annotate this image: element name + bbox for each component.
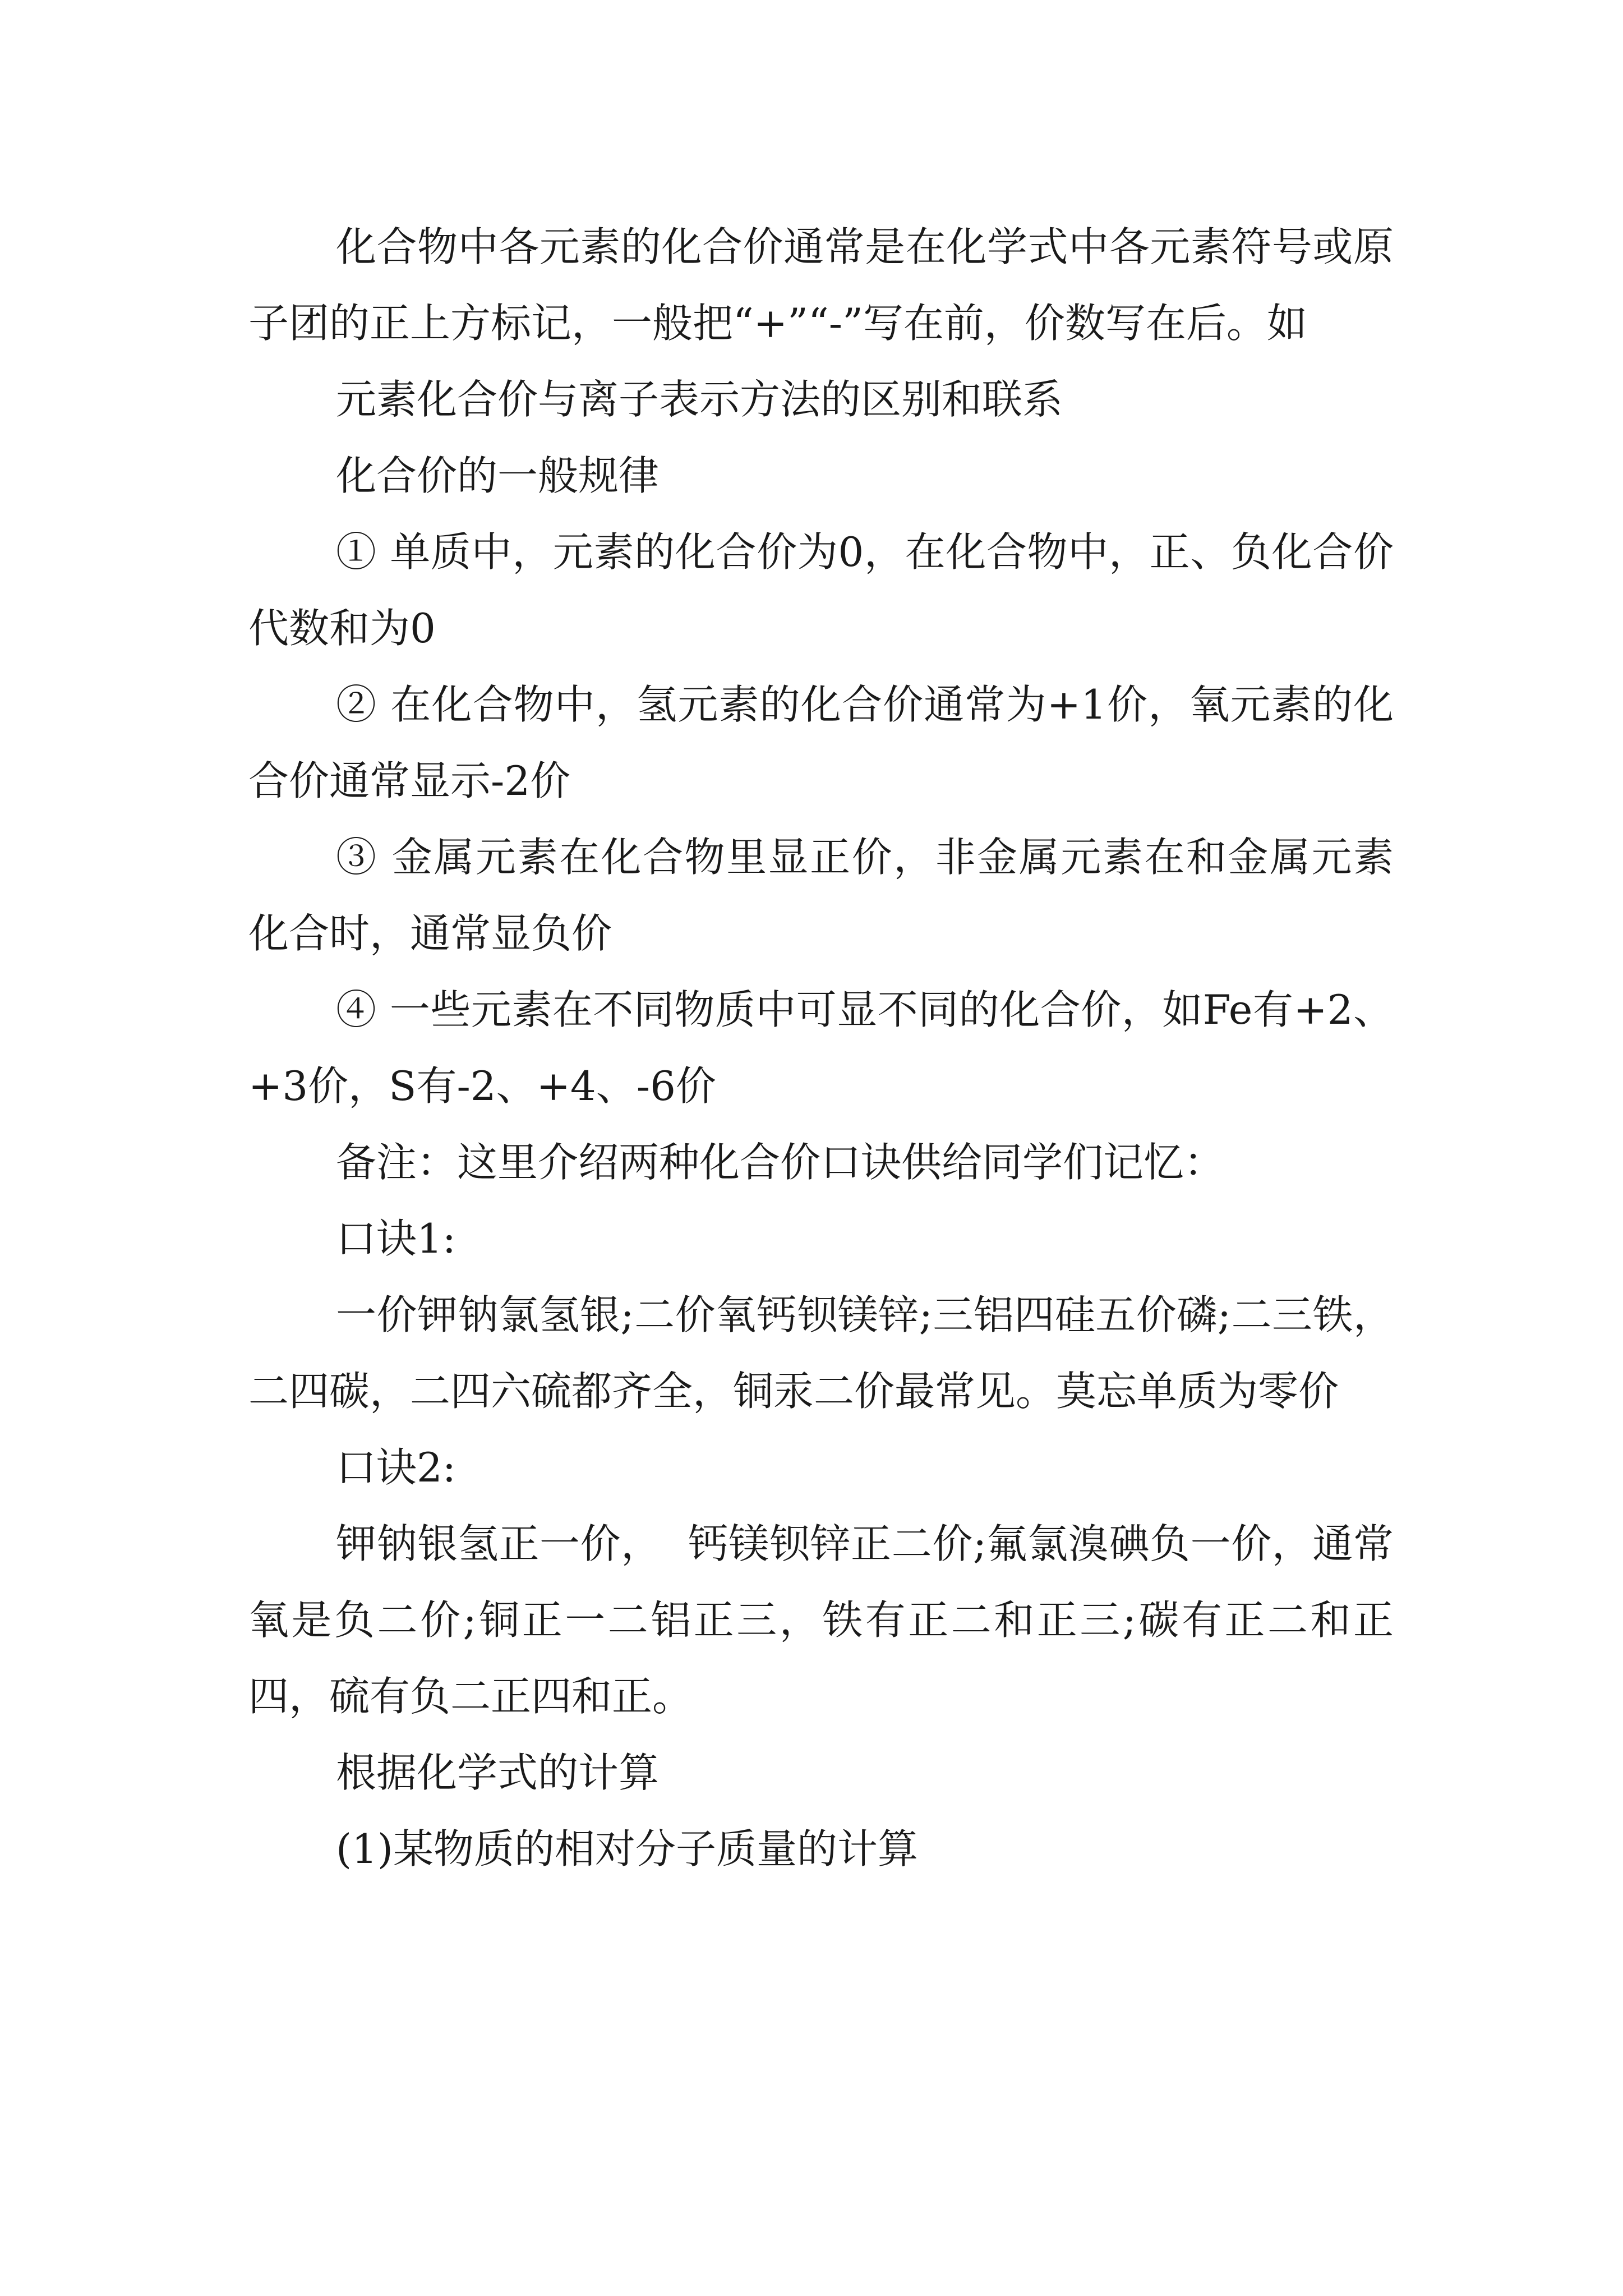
paragraph-rule-3: ③ 金属元素在化合物里显正价，非金属元素在和金属元素化合时，通常显负价	[248, 834, 1394, 957]
paragraph-rule-1: ① 单质中，元素的化合价为0，在化合物中，正、负化合价代数和为0	[248, 528, 1394, 652]
document-body	[248, 209, 1394, 1887]
paragraph-mnemonic-1-text: 一价钾钠氯氢银;二价氧钙钡镁锌;三铝四硅五价磷;二三铁，二四碳，二四六硫都齐全，铜汞二价最常见。莫忘单质为零价	[248, 1291, 1394, 1415]
paragraph-valence-notation: 化合物中各元素的化合价通常是在化学式中各元素符号或原子团的正上方标记，一般把“+”“-”写在前，价数写在后。如	[248, 223, 1394, 347]
paragraph-note: 备注：这里介绍两种化合价口诀供给同学们记忆：	[336, 1139, 1225, 1186]
paragraph-molecular-mass-item: (1)某物质的相对分子质量的计算	[336, 1825, 918, 1872]
paragraph-general-rules-heading: 化合价的一般规律	[336, 452, 660, 499]
paragraph-mnemonic-2-text: 钾钠银氢正一价， 钙镁钡锌正二价;氟氯溴碘负一价，通常氧是负二价;铜正一二铝正三，铁有正二和正三;碳有正二和正四，硫有负二正四和正。	[248, 1520, 1394, 1720]
paragraph-calculation-heading: 根据化学式的计算	[336, 1749, 660, 1796]
paragraph-mnemonic-1-heading: 口诀1:	[336, 1215, 457, 1262]
paragraph-valence-vs-ion: 元素化合价与离子表示方法的区别和联系	[336, 376, 1063, 423]
paragraph-rule-2: ② 在化合物中，氢元素的化合价通常为+1价，氧元素的化合价通常显示-2价	[248, 681, 1394, 804]
paragraph-mnemonic-2-heading: 口诀2:	[336, 1444, 457, 1491]
paragraph-rule-4: ④ 一些元素在不同物质中可显不同的化合价，如Fe有+2、+3价，S有-2、+4、-6价	[248, 986, 1394, 1110]
